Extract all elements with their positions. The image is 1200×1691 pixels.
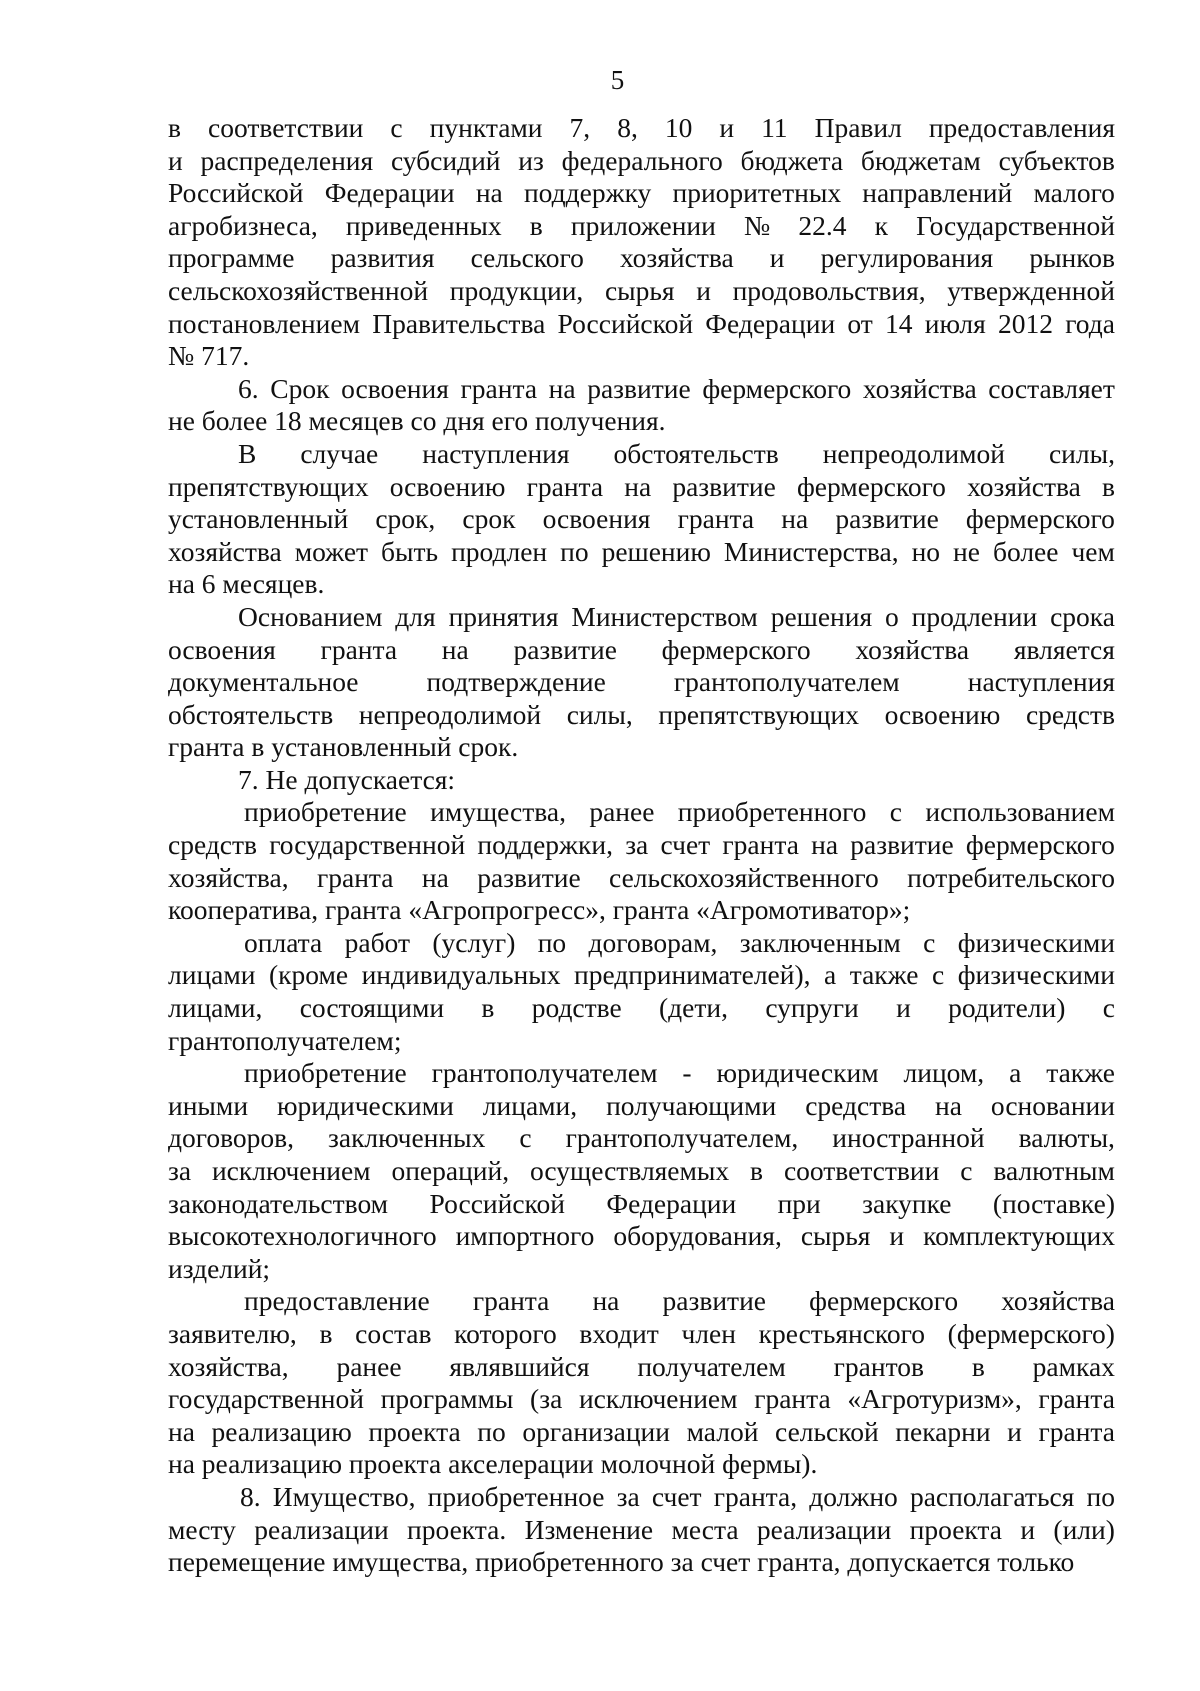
paragraph-p-7-b [168,927,1115,1057]
paragraph-p-6 [168,373,1115,438]
text-line: Основанием для принятия Министерством решения о продлении срока [238,600,1115,632]
text-line: № 717. [168,340,250,372]
text-line: В случае наступления обстоятельств непреодолимой силы, [238,437,1115,469]
text-line: грантополучателем; [168,1024,402,1056]
text-line: программе развития сельского хозяйства и регулирования рынков [168,242,1115,274]
text-line: постановлением Правительства Российской Федерации от 14 июля 2012 года [168,307,1115,339]
text-line: заявителю, в состав которого входит член крестьянского (фермерского) [168,1317,1115,1349]
paragraph-p-7-c [168,1057,1115,1285]
text-line: на реализацию проекта акселерации молочной фермы). [168,1448,818,1480]
text-line: хозяйства может быть продлен по решению Министерства, но не более чем [168,535,1115,567]
text-line: установленный срок, срок освоения гранта на развитие фермерского [168,503,1115,535]
text-line: 8. Имущество, приобретенное за счет гранта, должно располагаться по [240,1480,1115,1512]
text-line: перемещение имущества, приобретенного за счет гранта, допускается только [168,1546,1075,1578]
text-line: и распределения субсидий из федерального бюджета бюджетам субъектов [168,144,1115,176]
text-line: в соответствии с пунктами 7, 8, 10 и 11 Правил предоставления [168,112,1115,143]
text-line: государственной программы (за исключением гранта «Агротуризм», гранта [168,1383,1115,1415]
text-line: агробизнеса, приведенных в приложении № 22.4 к Государственной [168,209,1115,241]
text-line: хозяйства, гранта на развитие сельскохозяйственного потребительского [168,861,1115,893]
text-line: не более 18 месяцев со дня его получения. [168,405,666,437]
text-line: Российской Федерации на поддержку приоритетных направлений малого [168,177,1115,209]
text-line: 6. Срок освоения гранта на развитие фермерского хозяйства составляет [238,372,1115,404]
paragraph-p-8 [168,1481,1115,1579]
paragraph-p-7-d [168,1285,1115,1481]
text-line: хозяйства, ранее являвшийся получателем грантов в рамках [168,1350,1115,1382]
text-line: месту реализации проекта. Изменение места реализации проекта и (или) [168,1513,1115,1545]
text-line: документальное подтверждение грантополучателем наступления [168,666,1115,698]
text-line: средств государственной поддержки, за счет гранта на развитие фермерского [168,829,1115,861]
text-line: 7. Не допускается: [238,763,456,795]
text-line: сельскохозяйственной продукции, сырья и продовольствия, утвержденной [168,274,1115,306]
paragraph-p-6-force-majeure [168,438,1115,601]
text-line: договоров, заключенных с грантополучателем, иностранной валюты, [168,1122,1115,1154]
document-body [168,112,1115,1579]
text-line: на реализацию проекта по организации малой сельской пекарни и гранта [168,1415,1115,1447]
text-line: законодательством Российской Федерации при закупке (поставке) [168,1187,1115,1219]
text-line: за исключением операций, осуществляемых в соответствии с валютным [168,1155,1115,1186]
text-line: приобретение имущества, ранее приобретенного с использованием [244,796,1115,828]
text-line: лицами (кроме индивидуальных предпринимателей), а также с физическими [168,959,1115,991]
text-line: гранта в установленный срок. [168,731,519,763]
text-line: на 6 месяцев. [168,568,325,600]
text-line: лицами, состоящими в родстве (дети, супруги и родители) с [168,992,1115,1024]
text-line: освоения гранта на развитие фермерского хозяйства является [168,633,1115,665]
text-line: приобретение грантополучателем - юридическим лицом, а также [244,1057,1115,1089]
text-line: высокотехнологичного импортного оборудования, сырья и комплектующих [168,1220,1115,1252]
text-line: предоставление гранта на развитие фермерского хозяйства [244,1285,1115,1317]
text-line: оплата работ (услуг) по договорам, заключенным с физическими [244,926,1115,958]
page-number: 5 [610,65,625,95]
paragraph-p-continuation [168,112,1115,373]
text-line: кооператива, гранта «Агропрогресс», гранта «Агромотиватор»; [168,894,911,926]
text-line: изделий; [168,1252,271,1284]
text-line: обстоятельств непреодолимой силы, препятствующих освоению средств [168,698,1115,730]
paragraph-p-6-basis [168,601,1115,764]
paragraph-p-7-a [168,796,1115,926]
text-line: препятствующих освоению гранта на развитие фермерского хозяйства в [168,470,1115,502]
paragraph-p-7 [168,764,1115,797]
text-line: иными юридическими лицами, получающими средства на основании [168,1089,1115,1121]
